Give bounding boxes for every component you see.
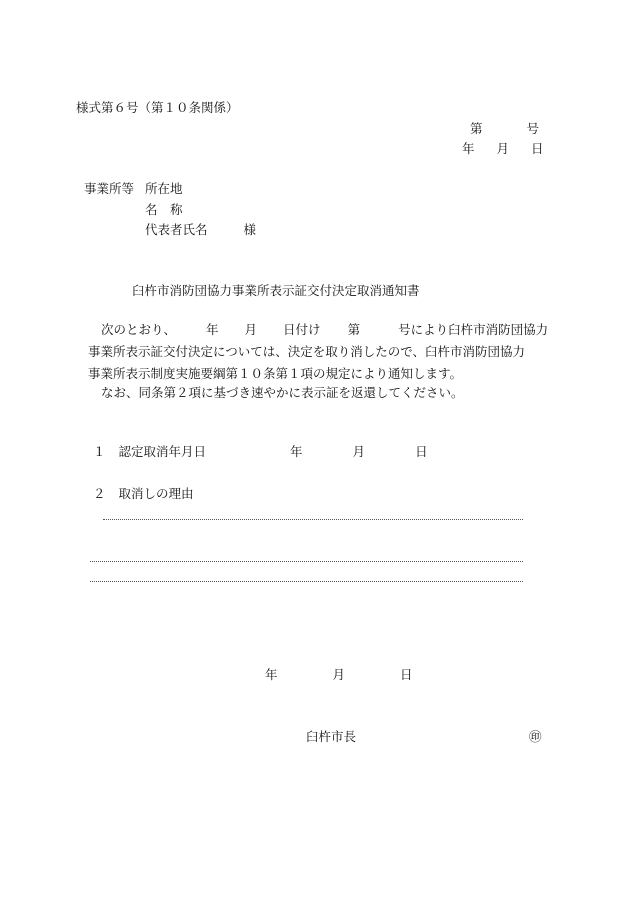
issue-month: 月 xyxy=(496,141,510,156)
reason-line-1 xyxy=(103,519,523,520)
item-1-year: 年 xyxy=(290,444,303,459)
address-label: 所在地 xyxy=(145,181,183,196)
honorific: 様 xyxy=(243,222,257,237)
body-intro: 次のとおり、 xyxy=(101,322,177,337)
seal-mark: ㊞ xyxy=(529,729,542,744)
item-2-line xyxy=(93,488,194,501)
item-1-day: 日 xyxy=(415,444,428,459)
item-1-line xyxy=(93,446,428,459)
item-2-number: ２ xyxy=(93,486,106,501)
issue-day: 日 xyxy=(531,141,544,156)
name-label: 名 称 xyxy=(145,202,183,217)
item-1-label: 認定取消年月日 xyxy=(118,444,207,459)
reason-line-3 xyxy=(90,581,523,582)
form-number: 様式第６号（第１０条関係） xyxy=(76,100,239,115)
body-no: 第 xyxy=(347,322,361,337)
item-1-month: 月 xyxy=(352,444,366,459)
body-year: 年 xyxy=(206,322,219,337)
issue-year: 年 xyxy=(462,141,475,156)
body-month: 月 xyxy=(244,322,258,337)
item-2-label: 取消しの理由 xyxy=(118,486,194,501)
representative-label: 代表者氏名 xyxy=(145,222,208,237)
body-day: 日付け xyxy=(283,322,321,337)
representative-line xyxy=(145,224,256,237)
body-line-4: なお、同条第２項に基づき速やかに表示証を返還してください。 xyxy=(101,385,464,400)
body-line-2: 事業所表示証交付決定については、決定を取り消したので、臼杵市消防団協力 xyxy=(88,344,526,359)
notice-date-line xyxy=(265,669,413,682)
item-1-number: １ xyxy=(93,444,106,459)
notice-day: 日 xyxy=(400,667,413,682)
reason-line-2 xyxy=(90,561,523,562)
issuer-title: 臼杵市長 xyxy=(306,729,357,744)
document-title: 臼杵市消防団協力事業所表示証交付決定取消通知書 xyxy=(132,283,420,298)
office-label: 事業所等 xyxy=(84,181,135,196)
notice-month: 月 xyxy=(332,667,346,682)
number-suffix: 号 xyxy=(526,121,540,136)
number-prefix: 第 xyxy=(470,121,483,136)
notice-year: 年 xyxy=(265,667,278,682)
issue-date-line xyxy=(462,143,544,156)
document-number-line xyxy=(470,123,539,136)
body-line-1 xyxy=(101,324,548,337)
body-line-3: 事業所表示制度実施要綱第１０条第１項の規定により通知します。 xyxy=(88,366,463,381)
body-line-1-rest: 号により臼杵市消防団協力 xyxy=(398,322,549,337)
